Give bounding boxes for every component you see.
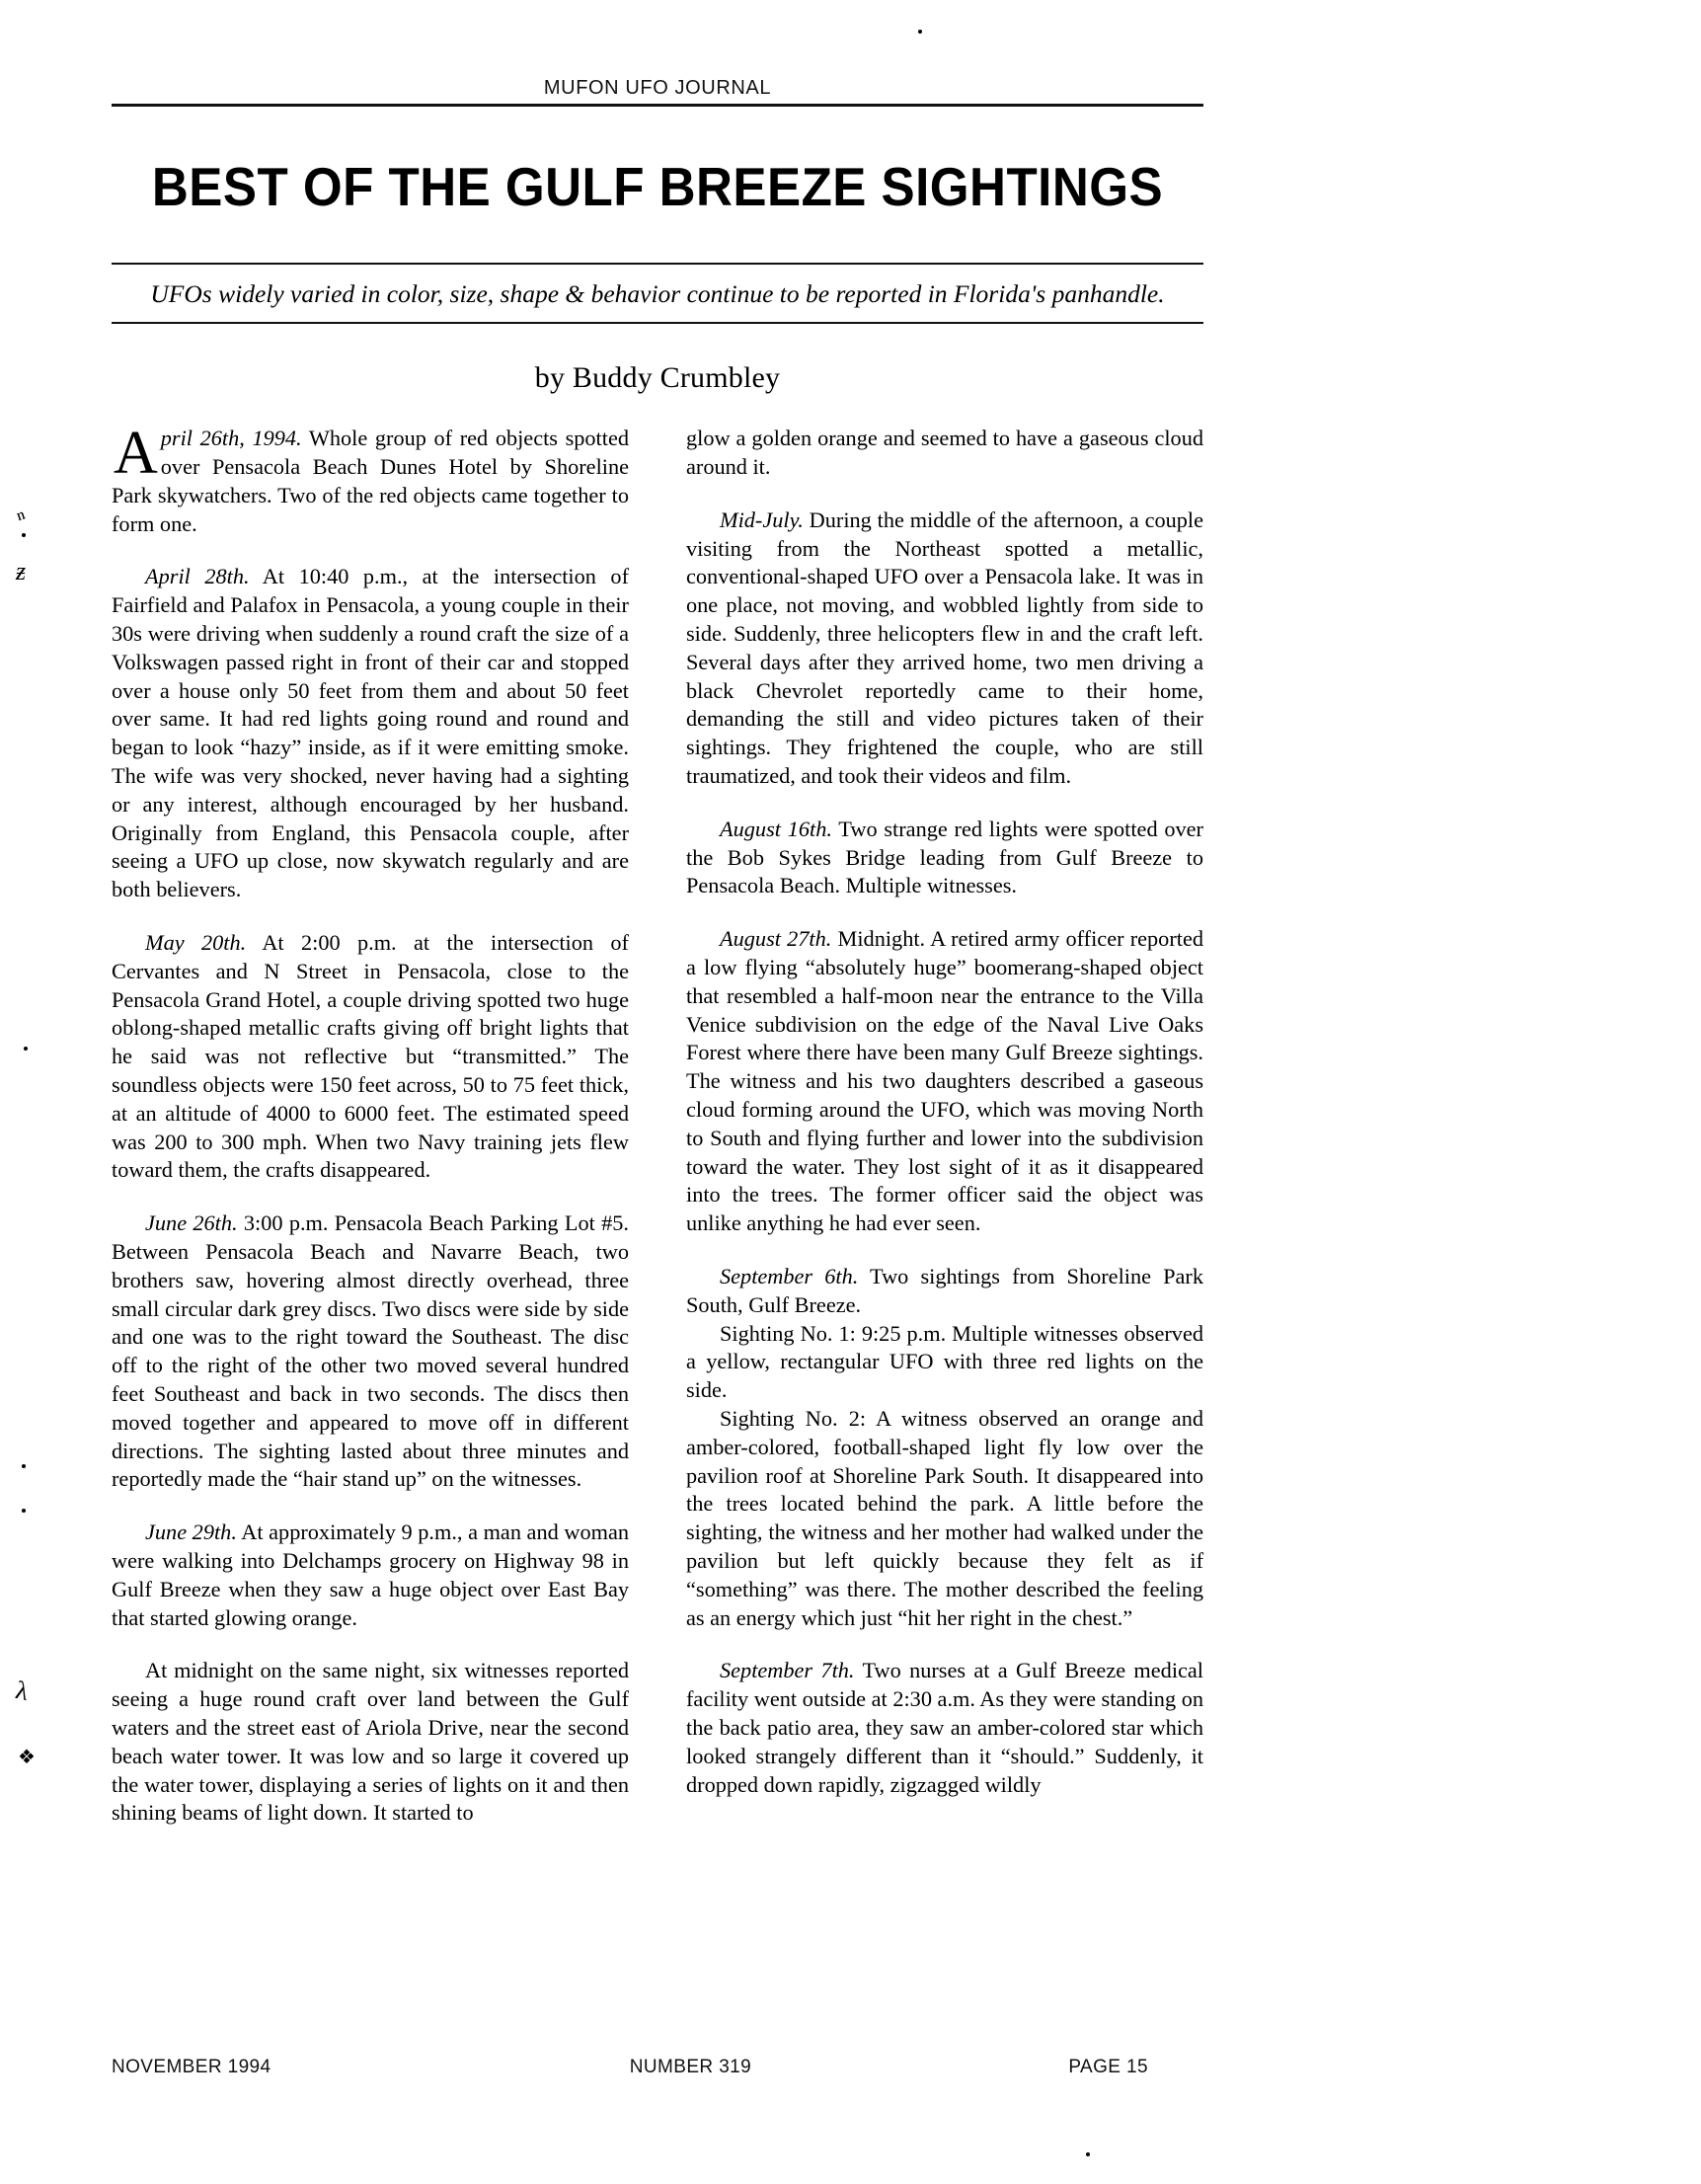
paragraph-date-lead: pril 26th, 1994. [160,426,302,451]
paragraph-text: Sighting No. 1: 9:25 p.m. Multiple witnesses observed a yellow, rectangular UFO with three red lights on the side. [686,1320,1203,1403]
paragraph-text: At 2:00 p.m. at the intersection of Cervantes and N Street in Pensacola, close to the Pensacola Grand Hotel, a couple driving spotted two huge oblong-shaped metallic crafts giving off bright lights that he said was not reflective but “transmitted.” The soundless objects were 150 feet across, 50 to 75 feet thick, at an altitude of 4000 to 6000 feet. The estimated speed was 200 to 300 mph. When two Navy training jets flew toward them, the crafts disappeared. [112,930,629,1183]
paragraph-text: Two strange red lights were spotted over the Bob Sykes Bridge leading from Gulf Breeze to Pensacola Beach. Multiple witnesses. [686,816,1203,898]
paragraph-date-lead: June 26th. [145,1210,238,1236]
scan-artifact-margin-7: λ [13,1676,32,1707]
article-paragraph [112,420,629,538]
paragraph-date-lead: September 6th. [720,1264,859,1288]
article-paragraph [686,507,1203,791]
scan-artifact-margin-8: ❖ [18,1747,36,1768]
paragraph-text: Sighting No. 2: A witness observed an orange and amber-colored, football-shaped light fly low over the pavilion roof at Shoreline Park South. It disappeared into the trees located behind the park. A little before the sighting, the witness and her mother had walked under the pavilion but left quickly because they felt as if “something” was there. The mother described the feeling as an energy which just “hit her right in the chest.” [686,1405,1203,1630]
article-paragraph [112,563,629,904]
paragraph-date-lead: June 29th. [145,1520,237,1545]
paragraph-text: 3:00 p.m. Pensacola Beach Parking Lot #5. Between Pensacola Beach and Navarre Beach, two brothers saw, hovering almost directly overhead, three small circular dark grey discs. Two discs were side by side and one was to the right toward the Southeast. The disc off to the right of the other two moved several hundred feet Southeast and back in two seconds. The discs then moved together and appeared to move off in different directions. The sighting lasted about three minutes and reportedly made the “hair stand up” on the witnesses. [112,1210,629,1492]
paragraph-text: glow a golden orange and seemed to have a gaseous cloud around it. [686,426,1203,480]
article-paragraph [686,1320,1203,1405]
body-columns [112,420,1204,1828]
paragraph-date-lead: Mid-July. [720,507,804,532]
footer-issue-date: NOVEMBER 1994 [112,2057,271,2077]
paragraph-text: At midnight on the same night, six witnesses reported seeing a huge round craft over land between the Gulf waters and the street east of Ariola Drive, near the second beach water tower. It was low and so large it covered up the water tower, displaying a series of lights on it and then shining beams of light down. It started to [112,1658,629,1826]
article-paragraph [112,1657,629,1828]
article-paragraph [686,816,1203,900]
scan-artifact-margin-5 [22,1464,26,1468]
paragraph-text: At approximately 9 p.m., a man and woman were walking into Delchamps grocery on Highway 98 in Gulf Breeze when they saw a huge object over East Bay that started glowing orange. [112,1520,629,1630]
paragraph-text: At 10:40 p.m., at the intersection of Fairfield and Palafox in Pensacola, a young couple in their 30s were driving when suddenly a round craft the size of a Volkswagen passed right in front of their car and stopped over a house only 50 feet from them and about 50 feet over same. It had red lights going round and round and began to look “hazy” inside, as if it were emitting smoke. The wife was very shocked, never having had a sighting or any interest, although encouraged by her husband. Originally from England, this Pensacola couple, after seeing a UFO up close, now skywatch regularly and are both believers. [112,564,629,902]
article-paragraph [686,1263,1203,1320]
footer-issue-number: NUMBER 319 [629,2057,752,2077]
masthead-title: MUFON UFO JOURNAL [543,77,772,99]
paragraph-text: Whole group of red objects spotted over Pensacola Beach Dunes Hotel by Shoreline Park skywatchers. Two of the red objects came together to form one. [112,426,629,536]
drop-cap: A [114,420,158,488]
footer-page-number: PAGE 15 [1068,2057,1148,2077]
paragraph-date-lead: September 7th. [720,1658,855,1683]
paragraph-date-lead: April 28th. [145,564,250,589]
article-paragraph [112,1519,629,1632]
paragraph-date-lead: May 20th. [145,930,247,956]
paragraph-date-lead: August 27th. [720,926,832,952]
article-paragraph [686,925,1203,1238]
scan-artifact-bottom [1086,2152,1090,2156]
article-paragraph [686,1405,1203,1632]
paragraph-text: During the middle of the afternoon, a couple visiting from the Northeast spotted a metallic, conventional-shaped UFO over a Pensacola lake. It was in one place, not moving, and wobbled lightly from side to side. Suddenly, three helicopters flew in and the craft left. Several days after they arrived home, two men driving a black Chevrolet reportedly came to their home, demanding the still and video pictures taken of their sightings. They frightened the couple, who are still traumatized, and took their videos and film. [686,507,1203,789]
scan-artifact-margin-2 [22,533,26,537]
scan-artifact-margin-1: ⁿ [13,503,31,533]
article-paragraph [686,1657,1203,1799]
right-column [686,425,1203,1799]
article-paragraph [112,929,629,1185]
paragraph-text: Two nurses at a Gulf Breeze medical facility went outside at 2:30 a.m. As they were standing on the back patio area, they saw an amber-colored star which looked strangely different than it “should.” Suddenly, it dropped down rapidly, zigzagged wildly [686,1658,1204,1797]
page-title: BEST OF THE GULF BREEZE SIGHTINGS [151,155,1164,217]
paragraph-date-lead: August 16th. [720,816,832,841]
page-footer [112,2057,1207,2078]
paragraph-text: Two sightings from Shoreline Park South, Gulf Breeze. [686,1264,1203,1317]
article-byline: by Buddy Crumbley [534,361,781,395]
article-frame [112,0,1203,1828]
article-paragraph [112,1209,629,1494]
rule-above-headline [112,104,1203,107]
scan-artifact-margin-6 [22,1509,26,1513]
scan-artifact-margin-4 [24,1047,28,1051]
paragraph-text: Midnight. A retired army officer reported a low flying “absolutely huge” boomerang-shaped object that resembled a half-moon near the entrance to the Villa Venice subdivision on the edge of the Naval Live Oaks Forest where there have been many Gulf Breeze sightings. The witness and his two daughters described a gaseous cloud forming around the UFO, which was moving North to South and flying further and lower into the subdivision toward the water. They lost sight of it as it disappeared into the trees. The former officer said the object was unlike anything he had ever seen. [686,926,1203,1236]
article-deck: UFOs widely varied in color, size, shape & behavior continue to be reported in Florida's panhandle. [150,278,1165,308]
left-column [112,420,629,1828]
scan-artifact-margin-3: ƶ [16,557,27,585]
article-paragraph [686,425,1203,482]
